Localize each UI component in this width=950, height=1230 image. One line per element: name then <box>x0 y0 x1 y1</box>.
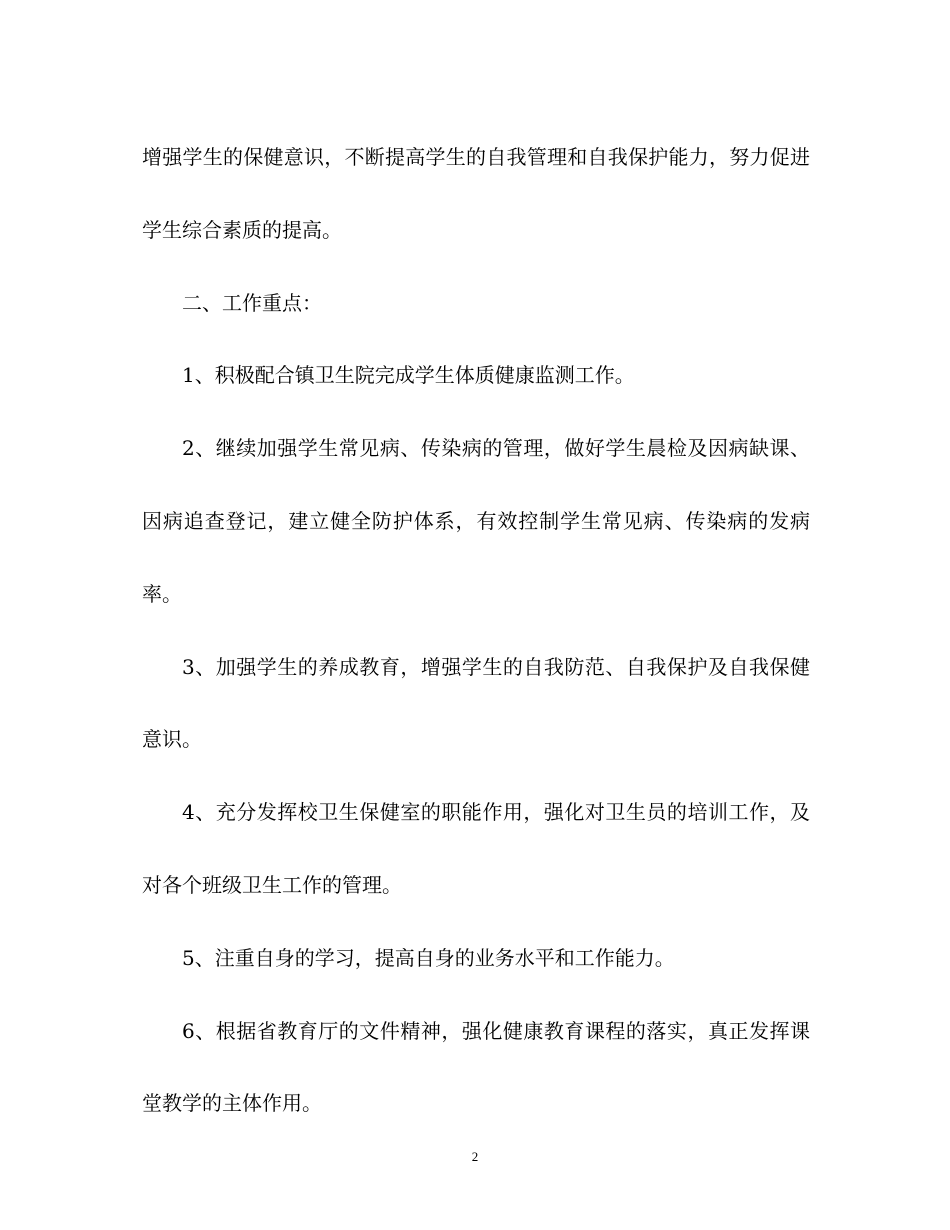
paragraph-continuation: 增强学生的保健意识，不断提高学生的自我管理和自我保护能力，努力促进学生综合素质的提高。 <box>142 145 810 242</box>
list-item-1: 1、积极配合镇卫生院完成学生体质健康监测工作。 <box>182 363 635 388</box>
body-text <box>142 121 810 1140</box>
list-item-3: 3、加强学生的养成教育，增强学生的自我防范、自我保护及自我保健意识。 <box>142 654 810 752</box>
section-heading-work-focus: 二、工作重点： <box>182 290 322 315</box>
list-item-4: 4、充分发挥校卫生保健室的职能作用，强化对卫生员的培训工作，及对各个班级卫生工作的管理。 <box>142 800 810 897</box>
page-number: 2 <box>471 1149 479 1164</box>
list-item-2: 2、继续加强学生常见病、传染病的管理，做好学生晨检及因病缺课、因病追查登记，建立健全防护体系，有效控制学生常见病、传染病的发病率。 <box>142 436 810 606</box>
list-item-6: 6、根据省教育厅的文件精神，强化健康教育课程的落实，真正发挥课堂教学的主体作用。 <box>142 1018 810 1116</box>
list-item-5: 5、注重自身的学习，提高自身的业务水平和工作能力。 <box>182 945 675 970</box>
